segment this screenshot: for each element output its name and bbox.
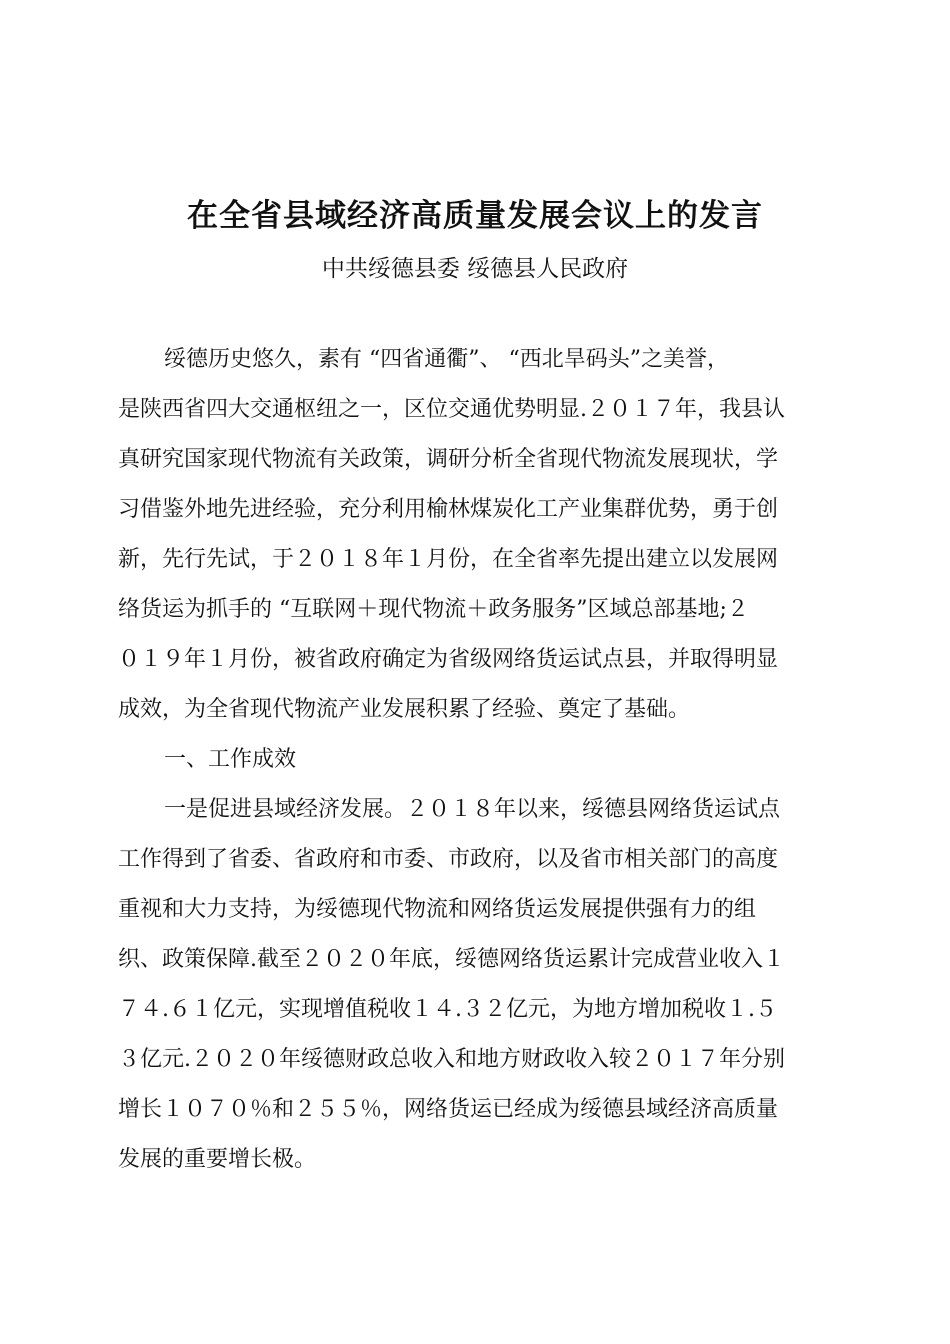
section-heading-block	[118, 735, 818, 785]
paragraph-line: ７４.６１亿元，实现增值税收１４.３２亿元，为地方增加税收１.５	[118, 997, 777, 1022]
paragraph-line: 络货运为抓手的 “互联网＋现代物流＋政务服务”区域总部基地;２	[118, 597, 749, 622]
paragraph-line: 发展的重要增长极。	[118, 1147, 317, 1172]
paragraph-results	[118, 785, 818, 1185]
section-heading: 一、工作成效	[164, 747, 297, 772]
paragraph-line: 工作得到了省委、省政府和市委、市政府，以及省市相关部门的高度	[118, 847, 779, 872]
paragraph-line: 一是促进县域经济发展。２０１８年以来，绥德县网络货运试点	[164, 797, 781, 822]
paragraph-line: ３亿元.２０２０年绥德财政总收入和地方财政收入较２０１７年分别	[118, 1047, 785, 1072]
paragraph-line: ０１９年１月份，被省政府确定为省级网络货运试点县，并取得明显	[118, 647, 779, 672]
paragraph-line: 习借鉴外地先进经验，充分利用榆林煤炭化工产业集群优势，勇于创	[118, 497, 779, 522]
paragraph-line: 织、政策保障.截至２０２０年底，绥德网络货运累计完成营业收入１	[118, 947, 785, 972]
paragraph-line: 新，先行先试，于２０１８年１月份，在全省率先提出建立以发展网	[118, 547, 779, 572]
paragraph-line: 成效，为全省现代物流产业发展积累了经验、奠定了基础。	[118, 697, 691, 722]
document-subtitle: 中共绥德县委 绥德县人民政府	[321, 256, 629, 282]
paragraph-line: 绥德历史悠久，素有 “四省通衢”、 “西北旱码头”之美誉，	[164, 347, 729, 372]
paragraph-line: 增长１０７０％和２５５％，网络货运已经成为绥德县域经济高质量	[118, 1097, 779, 1122]
paragraph-line: 是陕西省四大交通枢纽之一，区位交通优势明显.２０１７年，我县认	[118, 397, 785, 422]
paragraph-intro	[118, 335, 818, 735]
paragraph-line: 重视和大力支持，为绥德现代物流和网络货运发展提供强有力的组	[118, 897, 757, 922]
paragraph-line: 真研究国家现代物流有关政策，调研分析全省现代物流发展现状，学	[118, 447, 779, 472]
document-title: 在全省县域经济高质量发展会议上的发言	[187, 198, 763, 234]
